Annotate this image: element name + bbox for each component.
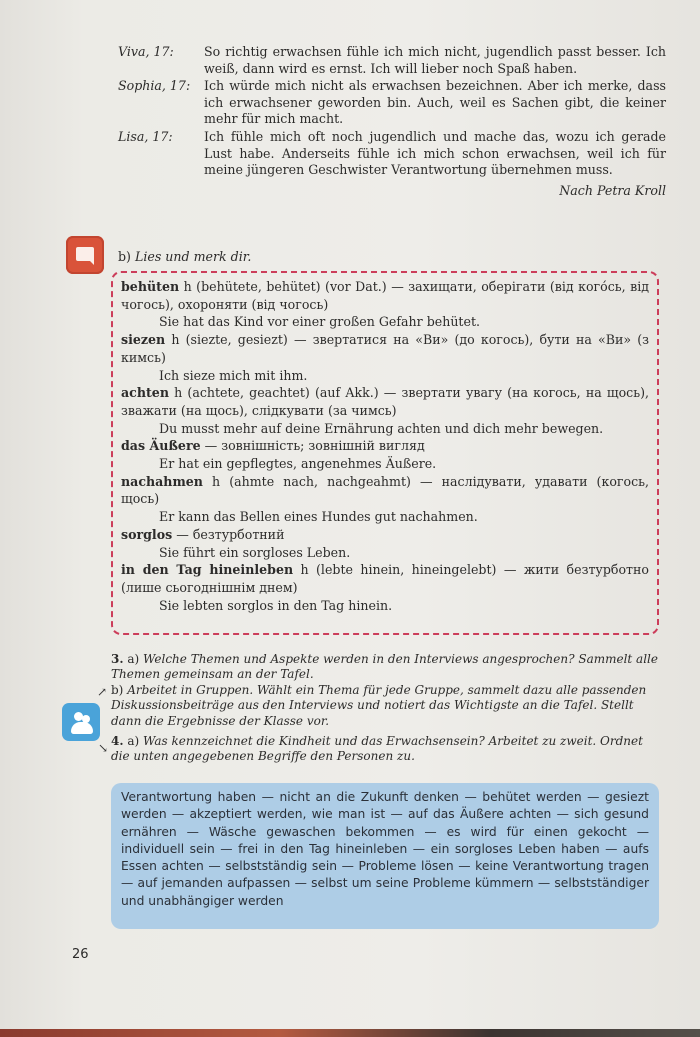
headword: nachahmen	[121, 473, 203, 489]
arrow-icon: ↗	[97, 685, 108, 699]
vocab-entry	[121, 437, 649, 455]
task-2b	[118, 249, 251, 264]
quote-name: Viva, 17:	[118, 44, 174, 59]
page-number: 26	[72, 947, 89, 962]
task-4a: 4. a) Was kennzeichnet die Kindheit und das Erwachsensein? Arbeitet zu zweit. Ordnet die unten angegebenen Begriffe den Personen zu.	[111, 734, 643, 764]
vocab-entry	[121, 526, 649, 544]
interview-quotes	[118, 44, 666, 198]
tasks-section	[111, 652, 663, 765]
definition: h (lebte hinein, hineingelebt) — жити безтурботно (лише сьогоднішнім днем)	[121, 562, 649, 595]
definition: h (siezte, gesiezt) — звертатися на «Ви» (до когось), бути на «Ви» (з кимсь)	[121, 332, 649, 365]
example-sentence: Er kann das Bellen eines Hundes gut nachahmen.	[159, 509, 478, 525]
example-sentence: Sie führt ein sorgloses Leben.	[159, 544, 351, 560]
example-sentence: Sie hat das Kind vor einer großen Gefahr behütet.	[159, 314, 481, 330]
definition: h (ahmte nach, nachgeahmt) — наслідувати, удавати (когось, щось)	[121, 473, 649, 507]
terms-box: Verantwortung haben — nicht an die Zukunft denken — behütet werden — gesiezt werden — akzeptiert werden, wie man ist — auf das Äußere achten — sich gesund ernähren — Wäsche gewaschen bekommen — es wird für einen gekocht — individuell sein — frei in den Tag hineinleben — ein sorgloses Leben haben — aufs Essen achten — selbstständig sein — Probleme lösen — keine Verantwortung tragen — auf jemanden aufpassen — selbst um seine Probleme kümmern — selbstständiger und unabhängiger werden	[111, 783, 659, 929]
definition: h (achtete, geachtet) (auf Akk.) — звертати увагу (на когось, на щось), зважати (на щось), слідкувати (за чимсь)	[121, 385, 649, 418]
quote-text: Ich würde mich nicht als erwachsen bezeichnen. Aber ich merke, dass ich erwachsener geworden bin. Auch, weil es Sachen gibt, die keiner mehr für mich macht.	[204, 78, 666, 127]
task-label: b)	[118, 249, 131, 264]
quote-sophia	[118, 78, 666, 128]
vocab-entry	[121, 561, 649, 596]
task-3a: 3. a) Welche Themen und Aspekte werden in den Interviews angesprochen? Sammelt alle Themen gemeinsam an der Tafel.	[111, 652, 658, 682]
task-instruction: Lies und merk dir.	[135, 249, 252, 264]
headword: sorglos	[121, 526, 173, 542]
quote-text: Ich fühle mich oft noch jugendlich und mache das, wozu ich gerade Lust habe. Anderseits fühle ich mich schon erwachsen, weil ich für meine jüngeren Geschwister Verantwortung übernehmen muss.	[204, 128, 666, 178]
quote-source: Nach Petra Kroll	[559, 182, 666, 198]
headword: in den Tag hineinleben	[121, 562, 294, 578]
group-icon	[62, 703, 100, 741]
quote-viva	[118, 44, 666, 77]
headword: behüten	[121, 279, 180, 294]
example-sentence: Sie lebten sorglos in den Tag hinein.	[159, 597, 393, 613]
document-icon	[66, 236, 104, 274]
vocab-entry	[121, 278, 649, 313]
definition: — безтурботний	[172, 526, 285, 542]
quote-name: Sophia, 17:	[118, 78, 191, 94]
example-sentence: Ich sieze mich mit ihm.	[159, 367, 308, 383]
task-3b: b) Arbeitet in Gruppen. Wählt ein Thema für jede Gruppe, sammelt dazu alle passenden Diskussionsbeiträge aus den Interviews und notiert das Wichtigste an die Tafel. Stellt dann die Ergebnisse der Klasse vor.	[111, 682, 647, 728]
headword: siezen	[121, 332, 166, 348]
quote-text: So richtig erwachsen fühle ich mich nicht, jugendlich passt besser. Ich weiß, dann wird es ernst. Ich will lieber noch Spaß haben.	[204, 44, 666, 76]
vocabulary-box	[111, 271, 659, 635]
vocab-entry	[121, 331, 649, 366]
headword: das Äußere	[121, 438, 201, 454]
definition: — зовнішність; зовнішній вигляд	[200, 438, 425, 454]
example-sentence: Er hat ein gepflegtes, angenehmes Äußere.	[159, 456, 437, 472]
arrow-icon: ↘	[98, 741, 109, 755]
page-edge	[0, 1029, 700, 1037]
vocab-entry	[121, 473, 649, 508]
headword: achten	[121, 385, 169, 401]
quote-name: Lisa, 17:	[118, 128, 173, 144]
definition: h (behütete, behütet) (vor Dat.) — захищати, оберігати (від кого́сь, від чогось), охороняти (від чогось)	[121, 279, 649, 312]
vocab-entry	[121, 384, 649, 419]
example-sentence: Du musst mehr auf deine Ernährung achten und dich mehr bewegen.	[159, 420, 604, 436]
quote-lisa	[118, 129, 666, 179]
